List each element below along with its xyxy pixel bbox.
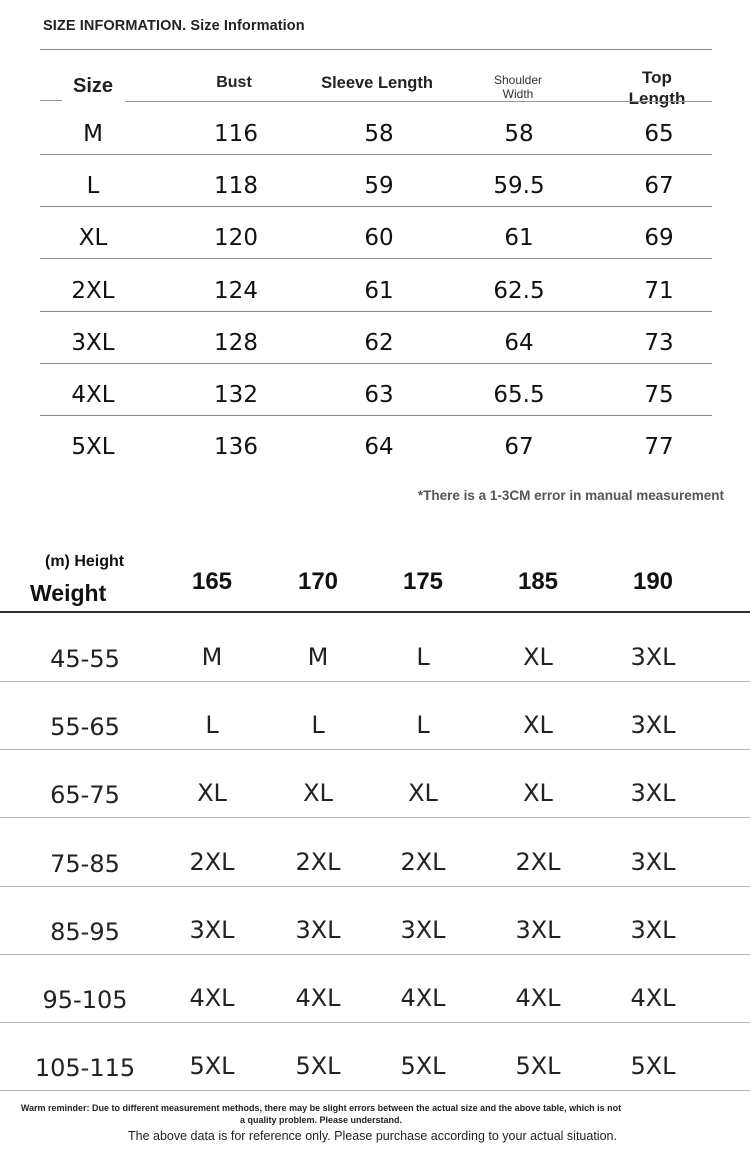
cell-sleeve-length: 61 bbox=[364, 277, 394, 304]
cell-bust: 128 bbox=[214, 329, 258, 356]
weight-range: 75-85 bbox=[50, 849, 120, 878]
header-underline-left bbox=[40, 100, 62, 101]
recommended-size: L bbox=[311, 711, 325, 740]
header-top-line1: Top bbox=[642, 68, 672, 87]
cell-size: M bbox=[83, 121, 103, 147]
weight-range: 55-65 bbox=[50, 713, 120, 742]
page-title: SIZE INFORMATION. Size Information bbox=[43, 18, 305, 34]
cell-shoulder-width: 58 bbox=[504, 121, 534, 147]
height-label: (m) Height bbox=[45, 553, 125, 570]
cell-bust: 124 bbox=[214, 277, 258, 304]
cell-sleeve-length: 64 bbox=[364, 434, 394, 461]
recommended-size: 2XL bbox=[295, 847, 341, 876]
row-divider bbox=[40, 311, 712, 312]
cell-top-length: 77 bbox=[644, 434, 674, 461]
recommended-size: 3XL bbox=[189, 915, 235, 944]
row-divider bbox=[0, 954, 750, 955]
cell-sleeve-length: 62 bbox=[364, 329, 394, 356]
recommended-size: 4XL bbox=[295, 984, 341, 1012]
recommended-size: 3XL bbox=[630, 915, 676, 944]
recommended-size: 2XL bbox=[400, 847, 446, 876]
measurement-note: *There is a 1-3CM error in manual measurement bbox=[417, 488, 724, 503]
recommended-size: 5XL bbox=[630, 1052, 676, 1081]
cell-size: L bbox=[86, 173, 100, 200]
row-divider bbox=[0, 817, 750, 818]
recommended-size: XL bbox=[523, 711, 553, 740]
warm-reminder-line2: a quality problem. Please understand. bbox=[239, 1115, 403, 1125]
row-divider bbox=[40, 154, 712, 155]
warm-reminder bbox=[0, 1102, 642, 1126]
reference-note: The above data is for reference only. Please purchase according to your actual situation. bbox=[128, 1129, 617, 1143]
cell-size: XL bbox=[78, 225, 108, 252]
row-divider bbox=[0, 681, 750, 682]
row-divider bbox=[0, 749, 750, 750]
weight-range: 45-55 bbox=[50, 645, 120, 673]
recommended-size: 3XL bbox=[400, 915, 446, 944]
recommended-size: 5XL bbox=[295, 1052, 341, 1081]
cell-size: 5XL bbox=[71, 434, 115, 461]
header-shoulder-line1: Shoulder bbox=[493, 73, 543, 87]
cell-top-length: 73 bbox=[644, 329, 674, 356]
cell-top-length: 71 bbox=[644, 277, 674, 304]
row-divider bbox=[40, 415, 712, 416]
weight-range: 105-115 bbox=[34, 1054, 136, 1083]
cell-sleeve-length: 63 bbox=[364, 382, 394, 408]
cell-bust: 118 bbox=[214, 173, 258, 200]
cell-shoulder-width: 61 bbox=[504, 225, 534, 252]
top-divider bbox=[40, 49, 712, 50]
cell-shoulder-width: 65.5 bbox=[493, 382, 545, 408]
cell-shoulder-width: 67 bbox=[504, 434, 534, 461]
cell-bust: 116 bbox=[214, 121, 258, 147]
header-bust: Bust bbox=[216, 74, 252, 91]
recommended-size: L bbox=[416, 643, 430, 671]
row-divider bbox=[40, 363, 712, 364]
recommended-size: XL bbox=[523, 779, 553, 808]
cell-sleeve-length: 59 bbox=[364, 173, 394, 200]
recommended-size: M bbox=[307, 643, 329, 671]
recommended-size: 3XL bbox=[630, 643, 676, 671]
recommended-size: L bbox=[205, 711, 219, 740]
weight-range: 65-75 bbox=[50, 781, 120, 810]
row-divider bbox=[0, 886, 750, 887]
cell-size: 4XL bbox=[71, 382, 115, 408]
recommended-size: 2XL bbox=[515, 847, 561, 876]
cell-shoulder-width: 62.5 bbox=[493, 277, 545, 304]
cell-top-length: 75 bbox=[644, 382, 674, 408]
cell-bust: 136 bbox=[214, 434, 258, 461]
recommended-size: XL bbox=[303, 779, 333, 808]
weight-range: 85-95 bbox=[50, 917, 120, 946]
recommended-size: 3XL bbox=[295, 915, 341, 944]
header-sleeve-length: Sleeve Length bbox=[321, 74, 433, 92]
recommended-size: XL bbox=[523, 643, 553, 671]
recommended-size: 5XL bbox=[515, 1052, 561, 1081]
recommended-size: 4XL bbox=[400, 984, 446, 1012]
row-divider bbox=[0, 1090, 750, 1091]
cell-shoulder-width: 59.5 bbox=[493, 173, 545, 200]
recommended-size: 4XL bbox=[515, 984, 561, 1012]
cell-bust: 120 bbox=[214, 225, 258, 252]
recommended-size: 5XL bbox=[189, 1052, 235, 1081]
header-shoulder-width bbox=[494, 73, 542, 101]
cell-sleeve-length: 58 bbox=[364, 121, 394, 147]
weight-label: Weight bbox=[30, 580, 107, 606]
recommended-size: XL bbox=[408, 779, 438, 808]
recommended-size: 3XL bbox=[630, 779, 676, 808]
cell-shoulder-width: 64 bbox=[504, 329, 534, 356]
height-column-header: 170 bbox=[297, 568, 339, 595]
header-top-line2: Length bbox=[628, 89, 686, 108]
recommended-size: M bbox=[201, 643, 223, 671]
recommended-size: 3XL bbox=[515, 915, 561, 944]
cell-size: 2XL bbox=[71, 277, 115, 304]
recommended-size: L bbox=[416, 711, 430, 740]
fit-header-divider bbox=[0, 611, 750, 613]
row-divider bbox=[40, 206, 712, 207]
recommended-size: 5XL bbox=[400, 1052, 446, 1081]
weight-range: 95-105 bbox=[42, 986, 128, 1014]
cell-sleeve-length: 60 bbox=[364, 225, 394, 252]
cell-size: 3XL bbox=[71, 329, 115, 356]
height-column-header: 185 bbox=[517, 568, 559, 595]
row-divider bbox=[0, 1022, 750, 1023]
recommended-size: 4XL bbox=[189, 984, 235, 1012]
recommended-size: 2XL bbox=[189, 847, 235, 876]
header-underline bbox=[125, 101, 712, 102]
height-column-header: 165 bbox=[191, 568, 233, 595]
cell-top-length: 65 bbox=[644, 121, 674, 147]
cell-top-length: 67 bbox=[644, 173, 674, 200]
header-top-length bbox=[629, 67, 686, 109]
cell-top-length: 69 bbox=[644, 225, 674, 252]
height-column-header: 190 bbox=[632, 568, 674, 595]
warm-reminder-line1: Warm reminder: Due to different measurement methods, there may be slight errors between the actual size and the above table, which is not bbox=[20, 1103, 622, 1113]
height-column-header: 175 bbox=[402, 568, 444, 595]
recommended-size: XL bbox=[197, 779, 227, 808]
row-divider bbox=[40, 258, 712, 259]
recommended-size: 4XL bbox=[630, 984, 676, 1012]
header-shoulder-line2: Width bbox=[502, 87, 534, 101]
cell-bust: 132 bbox=[214, 382, 258, 408]
recommended-size: 3XL bbox=[630, 711, 676, 740]
header-size: Size bbox=[72, 75, 114, 97]
recommended-size: 3XL bbox=[630, 847, 676, 876]
